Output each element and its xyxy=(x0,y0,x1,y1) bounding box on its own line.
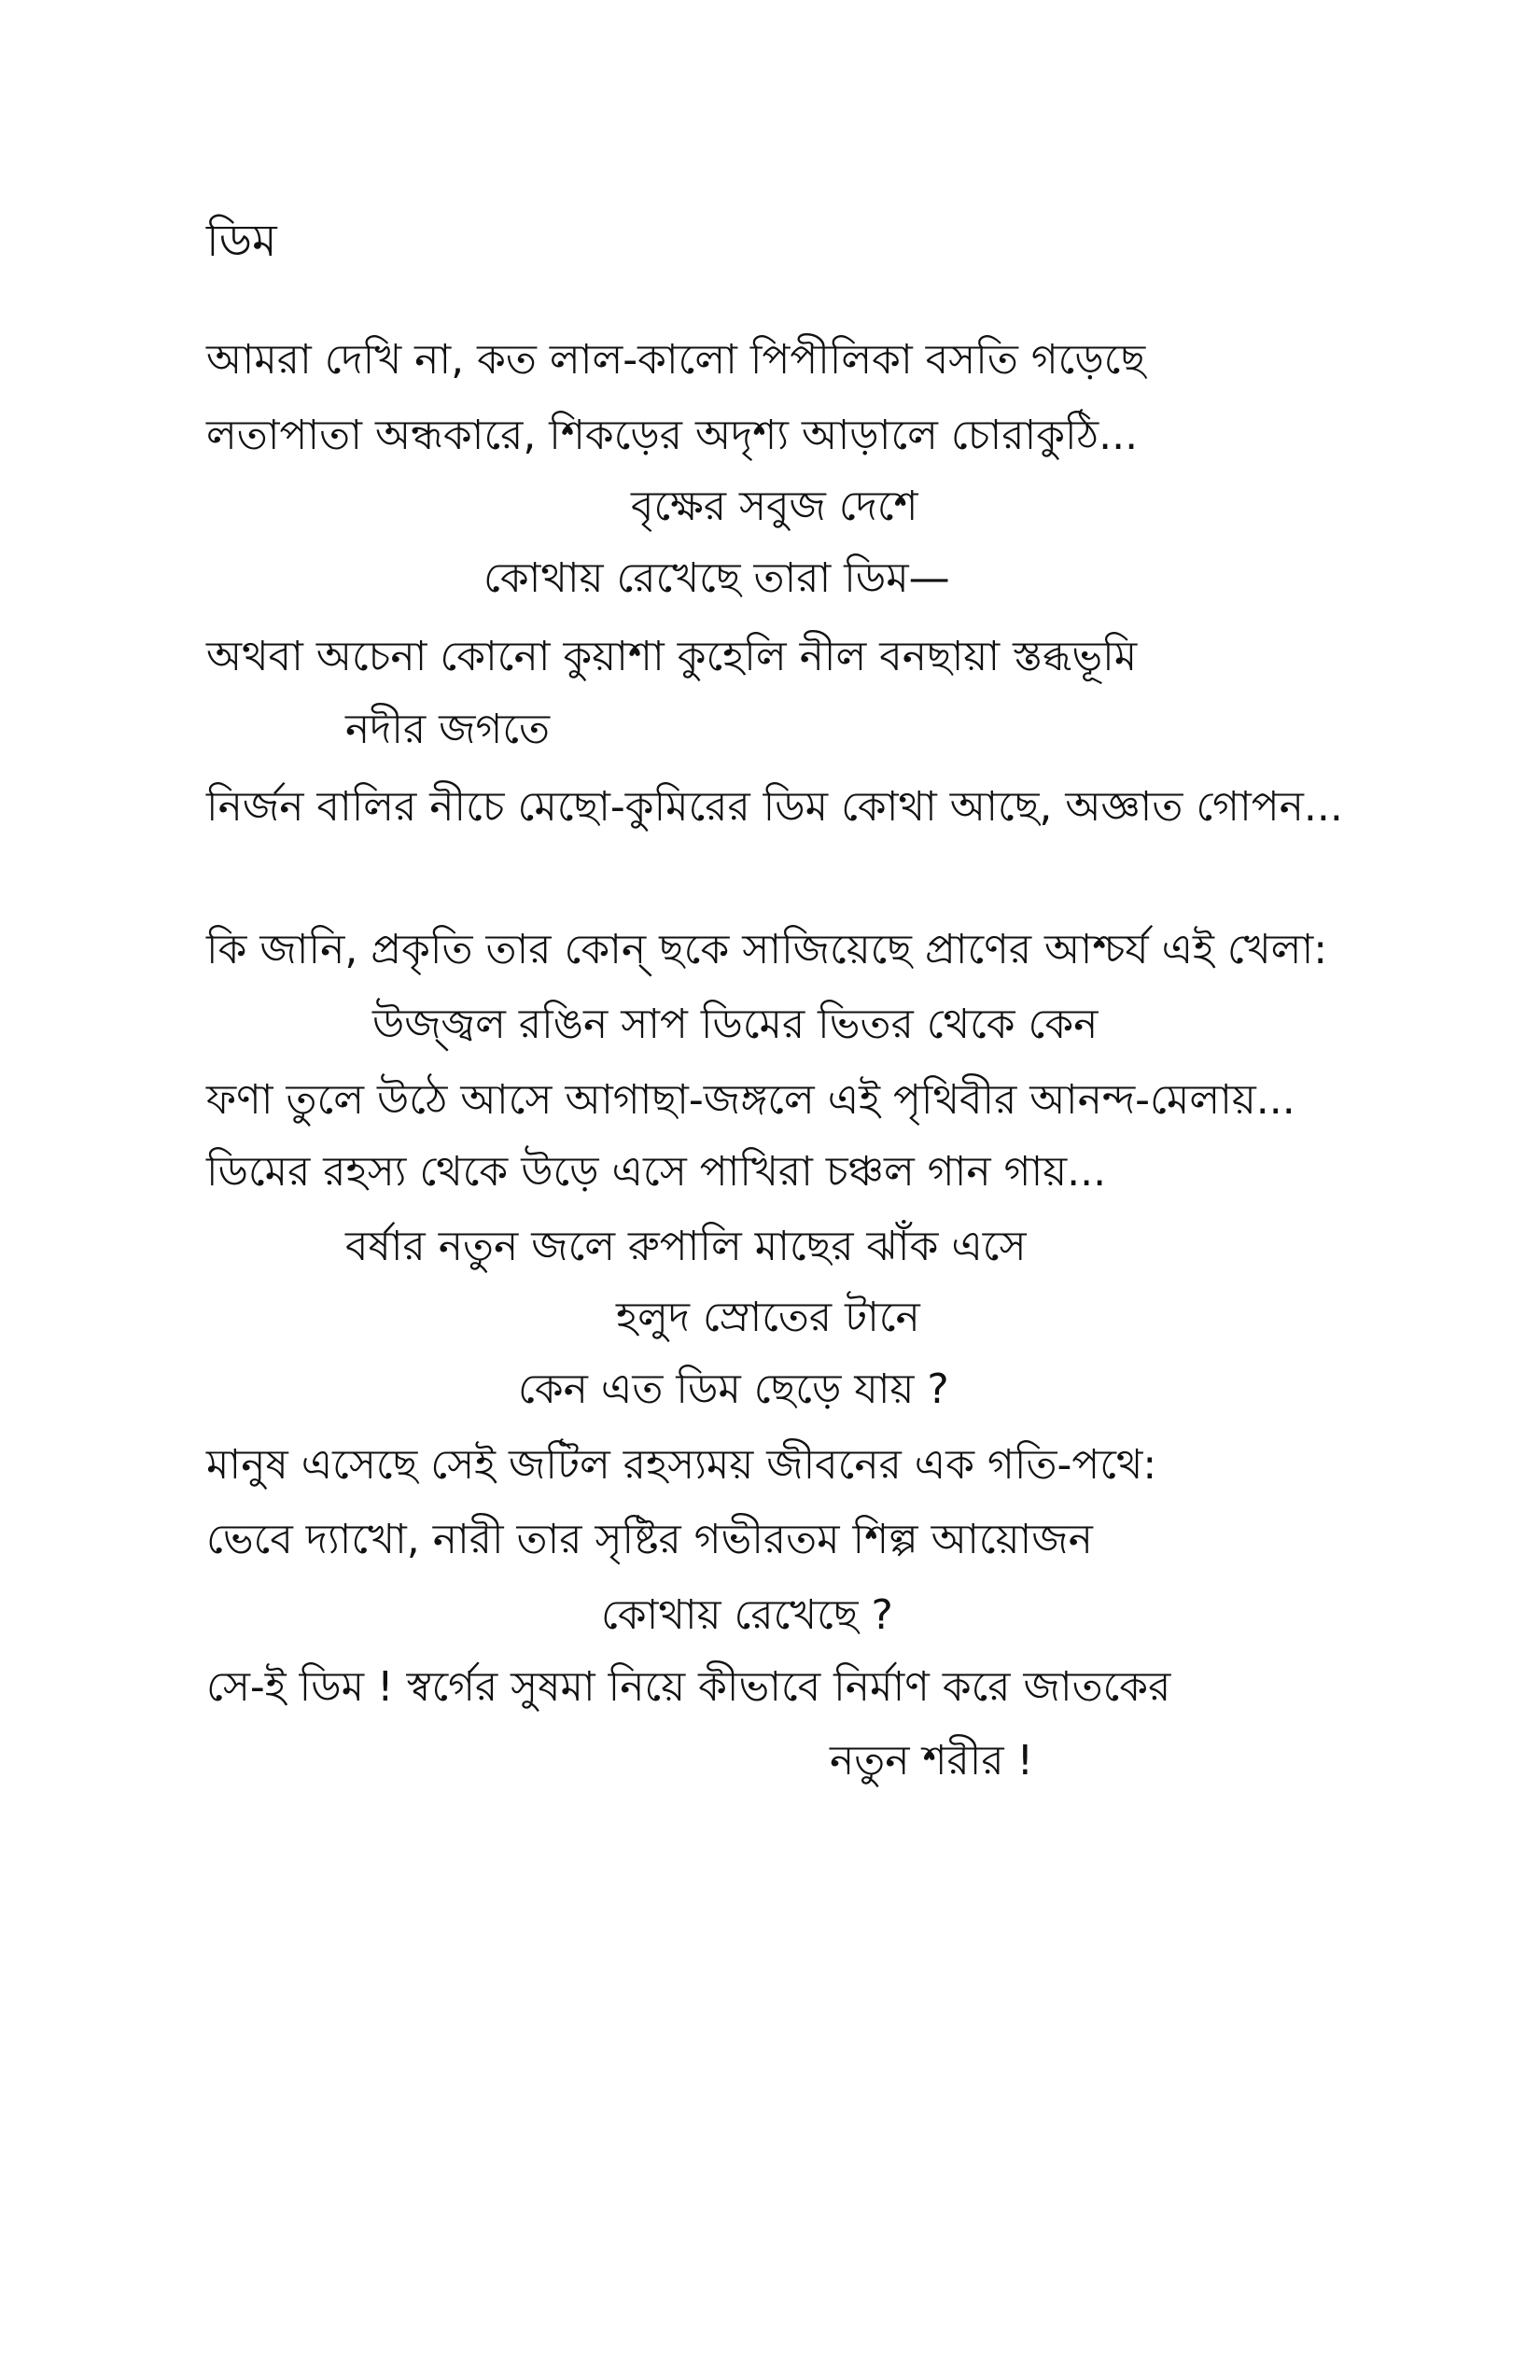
poem-line: হলুদ স্রোতের টানে xyxy=(616,1294,920,1341)
poem-title: ডিম xyxy=(206,215,277,267)
poem-line: বৃক্ষের সবুজ দেশে xyxy=(631,483,918,530)
poem-line: কোথায় রেখেছে তারা ডিম— xyxy=(483,554,950,602)
poem-line: অথবা অচেনা কোনো কুয়াশা কুহেলি নীল বনছায়া স্তব্ধভূমি xyxy=(206,633,1138,680)
poem-line: মানুষ এসেছে সেই জটিল রহস্যময় জীবনের এক গতি-পথে: xyxy=(206,1441,1157,1489)
poem-line: সে-ই ডিম ! স্বর্গের সুষমা নিয়ে কীভাবে নির্মাণ করে জাতকের xyxy=(206,1663,1171,1711)
poem-line: ডিমের রহস্য থেকে উড়ে এসে পাখিরা চঞ্চল গান গায়... xyxy=(206,1148,1107,1196)
poem-line: বর্ষার নতুন জলে রুপালি মাছের ঝাঁক এসে xyxy=(345,1223,1027,1270)
poem-line: নির্জন বালির নীচে মেছো-কুমিরের ডিম কোথা আছে, অজ্ঞাত গোপন... xyxy=(206,783,1343,831)
poem-line: ভেবে দ্যাখো, নারী তার সৃষ্টির গভীরতম শিল্প আয়োজন xyxy=(206,1516,1093,1563)
poem-line: আমরা দেখি না, কত লাল-কালো পিপীলিকা বসতি গড়েছে xyxy=(206,336,1146,384)
poem-line: কোথায় রেখেছে ? xyxy=(601,1591,893,1639)
poem-line: নদীর জগতে xyxy=(345,706,551,753)
poem-line: ফণা তুলে উঠে আসে আগাছা-জঙ্গলে এই পৃথিবীর আনন্দ-মেলায়... xyxy=(206,1076,1295,1124)
poem-line: উজ্জ্বল রঙিন সাপ ডিমের ভিতর থেকে কেন xyxy=(372,1001,1099,1048)
poem-line: নতুন শরীর ! xyxy=(830,1737,1034,1785)
poem-line: কি জানি, প্রকৃতি তার কোন্ ছকে সাজিয়েছে প্রাণের আশ্চর্য এই খেলা: xyxy=(206,926,1328,973)
poem-line: কেন এত ডিম ছেড়ে যায় ? xyxy=(518,1365,949,1413)
poem-line: লতাপাতা অন্ধকারে, শিকড়ের অদৃশ্য আড়ালে চোরাকুঠি... xyxy=(206,412,1139,459)
